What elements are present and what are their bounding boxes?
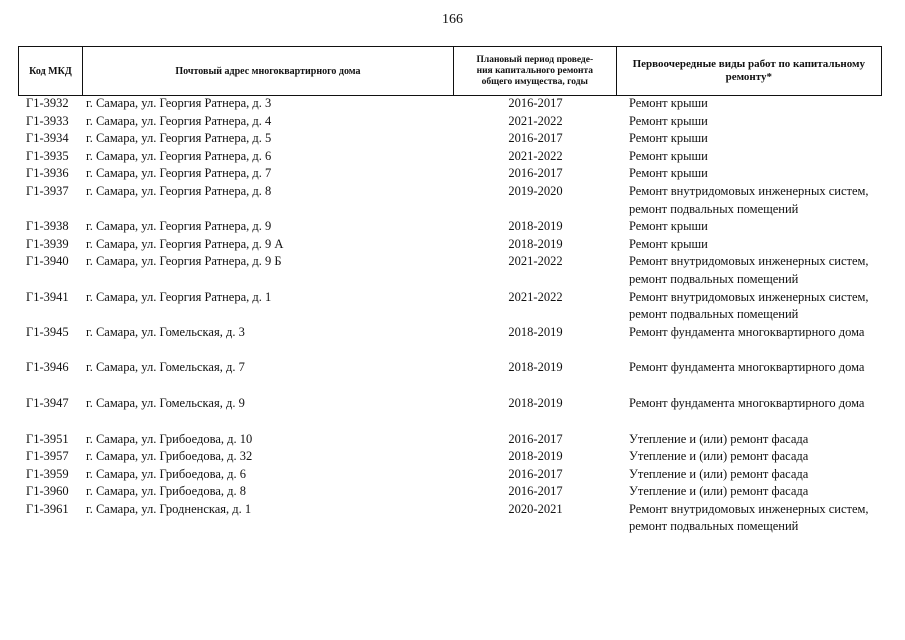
cell-address: г. Самара, ул. Георгия Ратнера, д. 4 <box>86 113 272 128</box>
table-row <box>18 218 882 236</box>
cell-address: г. Самара, ул. Георгия Ратнера, д. 8 <box>86 183 272 198</box>
cell-code: Г1-3938 <box>26 219 69 234</box>
cell-code: Г1-3936 <box>26 166 69 181</box>
page-number: 166 <box>442 12 463 27</box>
cell-code: Г1-3933 <box>26 113 69 128</box>
cell-code: Г1-3946 <box>26 360 69 375</box>
cell-period: 2016-2017 <box>508 166 563 181</box>
table-body <box>18 95 882 536</box>
row-spacer <box>18 377 882 395</box>
cell-works-line: Ремонт крыши <box>629 219 708 234</box>
header-works <box>617 47 881 95</box>
cell-code: Г1-3959 <box>26 466 69 481</box>
cell-works-line: ремонт подвальных помещений <box>629 307 799 322</box>
cell-works-line: Ремонт внутридомовых инженерных систем, <box>629 289 869 304</box>
cell-works-line: ремонт подвальных помещений <box>629 519 799 534</box>
cell-works-line: Ремонт крыши <box>629 96 708 110</box>
cell-works-line: Ремонт внутридомовых инженерных систем, <box>629 183 869 198</box>
cell-works-line: Ремонт крыши <box>629 236 708 251</box>
cell-works-line: Ремонт внутридомовых инженерных систем, <box>629 254 869 269</box>
cell-period: 2021-2022 <box>508 113 563 128</box>
cell-works <box>617 148 882 166</box>
cell-works <box>617 236 882 254</box>
cell-works <box>617 165 882 183</box>
cell-works-line: Ремонт фундамента многоквартирного дома <box>629 395 865 410</box>
cell-code: Г1-3937 <box>26 183 69 198</box>
cell-code: Г1-3960 <box>26 484 69 499</box>
cell-period: 2018-2019 <box>508 219 563 234</box>
cell-works <box>617 359 882 377</box>
cell-address: г. Самара, ул. Георгия Ратнера, д. 1 <box>86 289 272 304</box>
row-spacer <box>18 413 882 431</box>
cell-period: 2016-2017 <box>508 96 563 110</box>
cell-works <box>617 431 882 449</box>
cell-address: г. Самара, ул. Георгия Ратнера, д. 6 <box>86 148 272 163</box>
cell-works-line: Утепление и (или) ремонт фасада <box>629 431 809 446</box>
cell-code: Г1-3935 <box>26 148 69 163</box>
header-works-line: Первоочередные виды работ по капитальному <box>632 58 866 70</box>
cell-period: 2016-2017 <box>508 466 563 481</box>
cell-period: 2018-2019 <box>508 395 563 410</box>
table-row <box>18 289 882 324</box>
cell-works-line: Ремонт крыши <box>629 113 708 128</box>
table-row <box>18 324 882 342</box>
table-row <box>18 466 882 484</box>
cell-code: Г1-3932 <box>26 96 69 110</box>
table-row <box>18 483 882 501</box>
cell-works <box>617 183 882 218</box>
row-spacer <box>18 341 882 359</box>
table-row <box>18 113 882 131</box>
table-row <box>18 253 882 288</box>
cell-works <box>617 130 882 148</box>
cell-works <box>617 95 882 113</box>
cell-code: Г1-3947 <box>26 395 69 410</box>
cell-address: г. Самара, ул. Гродненская, д. 1 <box>86 501 252 516</box>
cell-period: 2016-2017 <box>508 131 563 146</box>
cell-period: 2018-2019 <box>508 360 563 375</box>
cell-code: Г1-3940 <box>26 254 69 269</box>
cell-period: 2021-2022 <box>508 289 563 304</box>
table-row <box>18 448 882 466</box>
cell-works <box>617 324 882 342</box>
header-code: Код МКД <box>19 47 83 95</box>
cell-works-line: Утепление и (или) ремонт фасада <box>629 484 809 499</box>
table-row <box>18 395 882 413</box>
cell-period: 2019-2020 <box>508 183 563 198</box>
cell-works-line: Ремонт крыши <box>629 131 708 146</box>
cell-code: Г1-3961 <box>26 501 69 516</box>
cell-works-line: ремонт подвальных помещений <box>629 201 799 216</box>
cell-address: г. Самара, ул. Грибоедова, д. 32 <box>86 449 253 464</box>
table-row <box>18 130 882 148</box>
cell-works <box>617 218 882 236</box>
header-period-line: общего имущества, годы <box>481 76 588 87</box>
cell-address: г. Самара, ул. Гомельская, д. 9 <box>86 395 245 410</box>
cell-code: Г1-3951 <box>26 431 69 446</box>
cell-period: 2018-2019 <box>508 324 563 339</box>
cell-code: Г1-3945 <box>26 324 69 339</box>
cell-code: Г1-3941 <box>26 289 69 304</box>
cell-works <box>617 483 882 501</box>
cell-works-line: Ремонт внутридомовых инженерных систем, <box>629 501 869 516</box>
cell-period: 2021-2022 <box>508 148 563 163</box>
table-row <box>18 236 882 254</box>
cell-works <box>617 253 882 288</box>
cell-works-line: Ремонт крыши <box>629 148 708 163</box>
cell-period: 2020-2021 <box>508 501 563 516</box>
header-address: Почтовый адрес многоквартирного дома <box>83 47 454 95</box>
header-period <box>454 47 617 95</box>
cell-works <box>617 289 882 324</box>
cell-period: 2021-2022 <box>508 254 563 269</box>
cell-address: г. Самара, ул. Георгия Ратнера, д. 5 <box>86 131 272 146</box>
cell-code: Г1-3957 <box>26 449 69 464</box>
cell-works-line: Ремонт фундамента многоквартирного дома <box>629 324 865 339</box>
cell-address: г. Самара, ул. Грибоедова, д. 6 <box>86 466 246 481</box>
cell-works-line: Утепление и (или) ремонт фасада <box>629 449 809 464</box>
table-row <box>18 183 882 218</box>
cell-code: Г1-3934 <box>26 131 69 146</box>
cell-address: г. Самара, ул. Георгия Ратнера, д. 3 <box>86 96 272 110</box>
cell-works <box>617 466 882 484</box>
table-row <box>18 95 882 113</box>
table-row <box>18 431 882 449</box>
cell-address: г. Самара, ул. Георгия Ратнера, д. 9 А <box>86 236 284 251</box>
cell-address: г. Самара, ул. Грибоедова, д. 8 <box>86 484 246 499</box>
table-row <box>18 359 882 377</box>
cell-works <box>617 395 882 413</box>
cell-period: 2018-2019 <box>508 449 563 464</box>
cell-address: г. Самара, ул. Гомельская, д. 7 <box>86 360 245 375</box>
header-period-line: ния капитального ремонта <box>476 65 593 76</box>
cell-works-line: Ремонт крыши <box>629 166 708 181</box>
cell-works <box>617 448 882 466</box>
header-period-line: Плановый период проведе- <box>476 54 594 65</box>
table-row <box>18 165 882 183</box>
cell-works <box>617 113 882 131</box>
cell-period: 2016-2017 <box>508 431 563 446</box>
cell-address: г. Самара, ул. Георгия Ратнера, д. 9 <box>86 219 272 234</box>
table-header <box>18 46 882 96</box>
cell-works <box>617 501 882 536</box>
header-works-line: ремонту* <box>725 71 773 83</box>
cell-code: Г1-3939 <box>26 236 69 251</box>
cell-works-line: Утепление и (или) ремонт фасада <box>629 466 809 481</box>
table-row <box>18 148 882 166</box>
cell-works-line: Ремонт фундамента многоквартирного дома <box>629 360 865 375</box>
cell-period: 2018-2019 <box>508 236 563 251</box>
table-row <box>18 501 882 536</box>
cell-address: г. Самара, ул. Гомельская, д. 3 <box>86 324 245 339</box>
cell-works-line: ремонт подвальных помещений <box>629 271 799 286</box>
cell-address: г. Самара, ул. Георгия Ратнера, д. 9 Б <box>86 254 282 269</box>
cell-address: г. Самара, ул. Георгия Ратнера, д. 7 <box>86 166 272 181</box>
cell-period: 2016-2017 <box>508 484 563 499</box>
cell-address: г. Самара, ул. Грибоедова, д. 10 <box>86 431 253 446</box>
